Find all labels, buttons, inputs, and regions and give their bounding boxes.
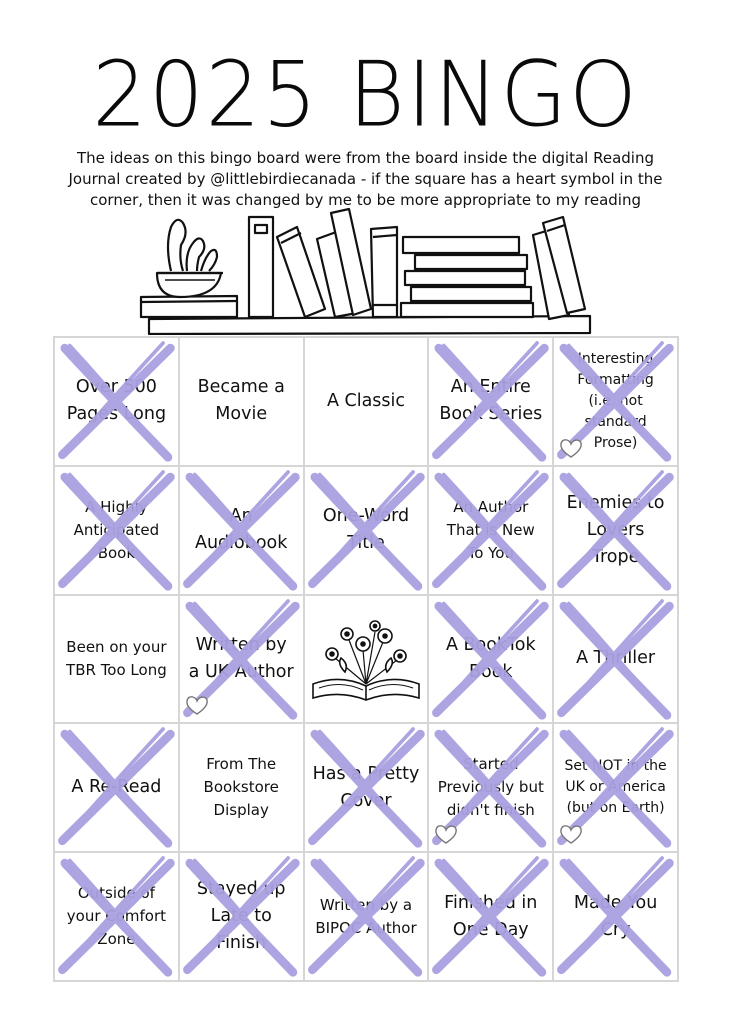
- bingo-cell-label: An Entire Book Series: [439, 377, 543, 425]
- bingo-cell[interactable]: [553, 723, 678, 852]
- bingo-cell[interactable]: [553, 337, 678, 466]
- bingo-cell[interactable]: [179, 852, 304, 981]
- bingo-cell[interactable]: [428, 723, 553, 852]
- bingo-cell[interactable]: [54, 595, 179, 724]
- bingo-cell-label: A Thriller: [576, 648, 656, 669]
- bingo-cell-label: Made You Cry: [573, 892, 658, 940]
- bingo-cell-label: Set NOT in the UK or America (but on Earth): [564, 758, 667, 817]
- bingo-cell-label: A Classic: [326, 390, 406, 411]
- bingo-cell[interactable]: [179, 723, 304, 852]
- bingo-cell[interactable]: [304, 337, 429, 466]
- heart-icon: [433, 823, 459, 845]
- bingo-cell[interactable]: [428, 337, 553, 466]
- bingo-cell-label: A Re-Read: [71, 777, 162, 798]
- bingo-cell-label: Written by a BIPOC Author: [315, 895, 417, 937]
- bingo-cell-label: Interesting Formatting (i.e. not standard Prose): [577, 350, 654, 451]
- bingo-cell[interactable]: [54, 466, 179, 595]
- bingo-cell-label: Became a Movie: [197, 377, 285, 425]
- bingo-cell[interactable]: [553, 852, 678, 981]
- heart-icon: [558, 823, 584, 845]
- bingo-cell[interactable]: [304, 723, 429, 852]
- bingo-cell-label: One-Word Title: [322, 506, 410, 554]
- bingo-cell[interactable]: [553, 595, 678, 724]
- bingo-cell-label: Been on your TBR Too Long: [66, 637, 167, 679]
- bingo-board: [53, 336, 679, 982]
- bingo-cell[interactable]: [428, 852, 553, 981]
- bingo-cell-label: Started Previously but didn't finish: [437, 755, 544, 820]
- bingo-cell-label: Finished in One Day: [444, 892, 538, 940]
- bingo-cell-label: From The Bookstore Display: [203, 755, 279, 820]
- bingo-cell[interactable]: [54, 337, 179, 466]
- page-subtitle: The ideas on this bingo board were from the board inside the digital Reading Journal created by @littlebirdiecanada - if the square has a heart symbol in the corner, then it was changed by me to be more appropriate to my reading: [68, 149, 663, 209]
- bingo-cell-label: Outside of your Comfort Zone: [66, 884, 167, 949]
- bingo-cell-label: Stayed up Late to Finish: [196, 879, 286, 954]
- bingo-cell[interactable]: [304, 595, 429, 724]
- bingo-cell[interactable]: [179, 466, 304, 595]
- bingo-cell-label: An Author That is New To You: [446, 497, 535, 562]
- bingo-cell[interactable]: [428, 466, 553, 595]
- bingo-cell-label: Has a Pretty Cover: [312, 763, 420, 811]
- open-book-flowers-icon: [305, 614, 427, 704]
- bingo-cell[interactable]: [304, 852, 429, 981]
- bingo-cell[interactable]: [54, 852, 179, 981]
- bingo-cell-label: Over 500 Pages Long: [66, 377, 167, 425]
- bookshelf-illustration: [135, 205, 595, 335]
- page-title: 2025 BINGO: [92, 42, 639, 148]
- bingo-cell[interactable]: [179, 337, 304, 466]
- bingo-cell-label: Enemies to Lovers Trope: [566, 492, 665, 567]
- bingo-cell[interactable]: [304, 466, 429, 595]
- bingo-cell[interactable]: [428, 595, 553, 724]
- bingo-cell[interactable]: [54, 723, 179, 852]
- heart-icon: [558, 437, 584, 459]
- bingo-cell-label: A BookTok Book: [445, 634, 536, 682]
- bingo-cell-label: A Highly Anticipated Book: [73, 497, 160, 562]
- bingo-cell[interactable]: [553, 466, 678, 595]
- bingo-cell[interactable]: [179, 595, 304, 724]
- bingo-cell-label: Written by a UK Author: [188, 634, 294, 682]
- heart-icon: [184, 694, 210, 716]
- bingo-cell-label: An Audiobook: [194, 506, 288, 554]
